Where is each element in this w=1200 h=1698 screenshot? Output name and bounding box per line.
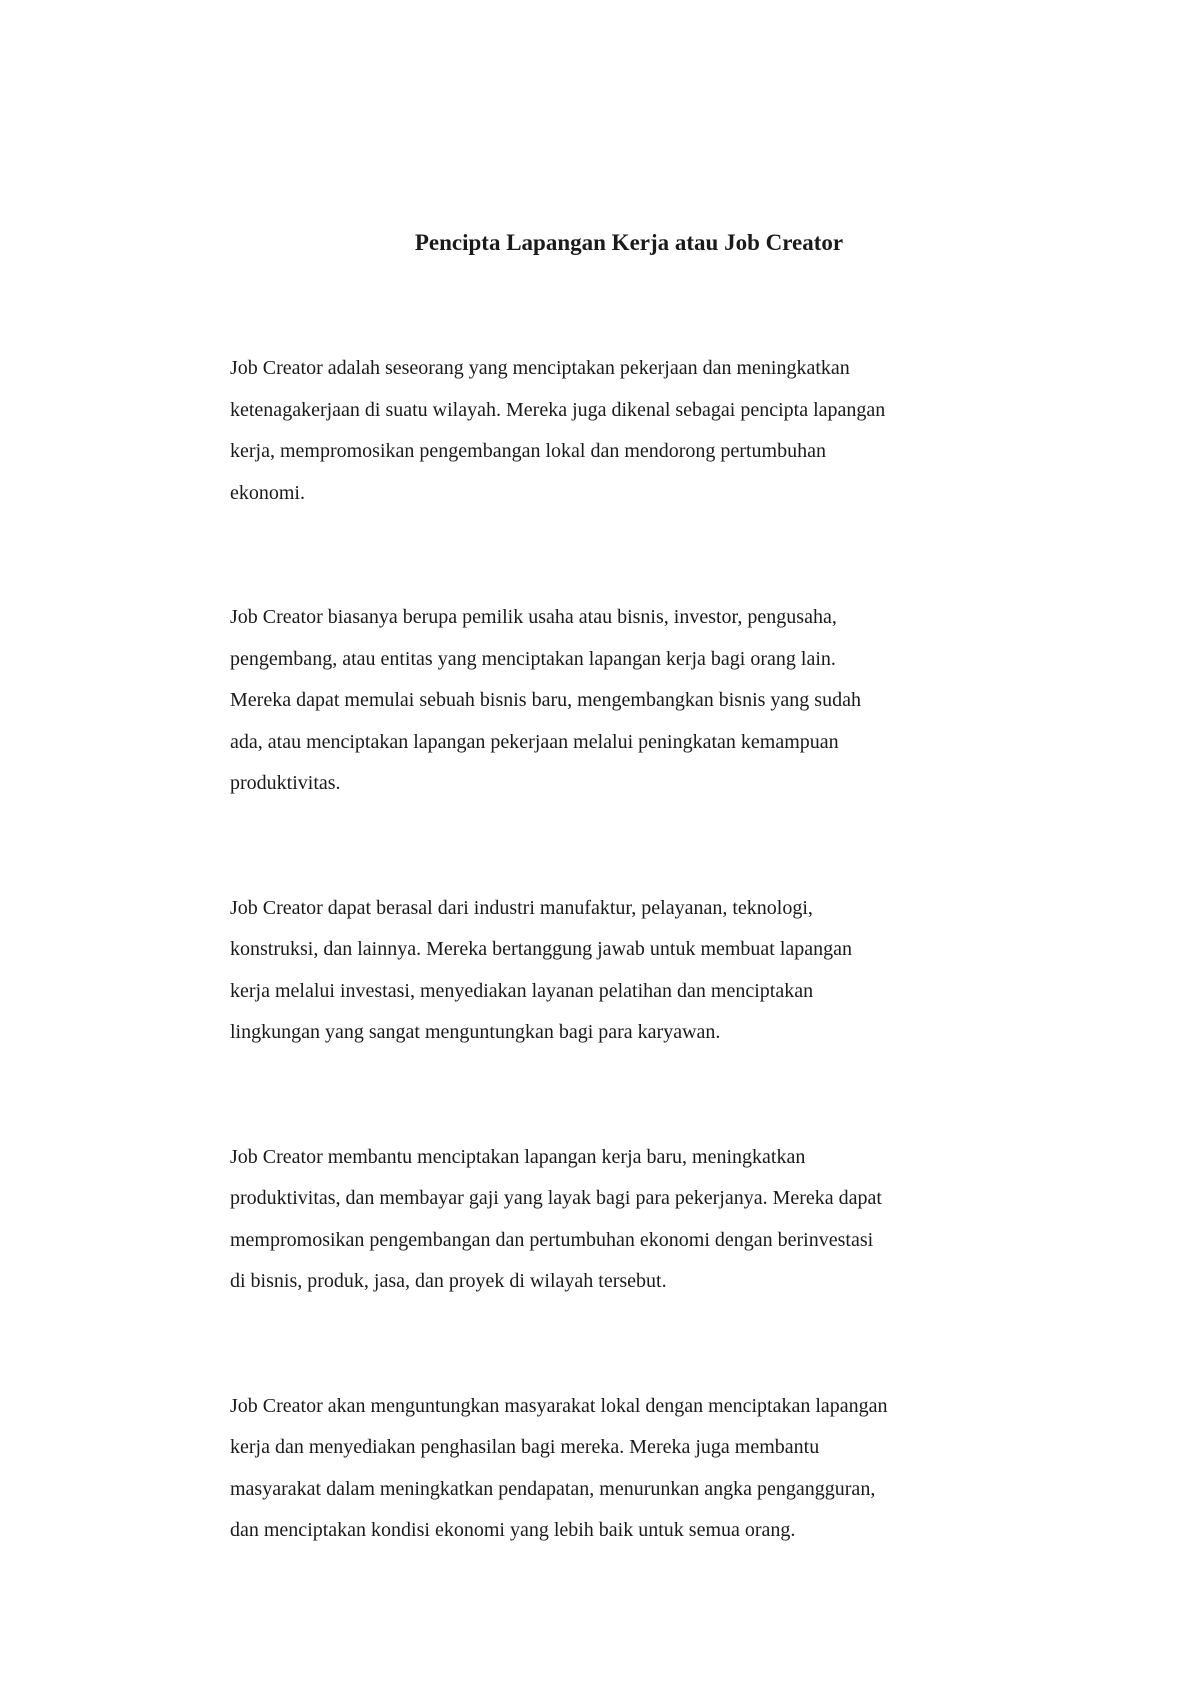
- paragraph-line: ekonomi.: [230, 481, 305, 504]
- paragraph-line: Job Creator dapat berasal dari industri manufaktur, pelayanan, teknologi,: [230, 896, 813, 919]
- paragraph-line: lingkungan yang sangat menguntungkan bagi para karyawan.: [230, 1021, 721, 1043]
- paragraph-2: [230, 597, 1050, 805]
- paragraph-5: [230, 1386, 1050, 1552]
- paragraph-line: mempromosikan pengembangan dan pertumbuhan ekonomi dengan berinvestasi: [230, 1228, 874, 1251]
- paragraph-line: dan menciptakan kondisi ekonomi yang lebih baik untuk semua orang.: [230, 1519, 796, 1541]
- paragraph-line: kerja melalui investasi, menyediakan layanan pelatihan dan menciptakan: [230, 979, 814, 1002]
- paragraph-line: Mereka dapat memulai sebuah bisnis baru, mengembangkan bisnis yang sudah: [230, 689, 861, 711]
- document-body: [230, 348, 1050, 1635]
- paragraph-line: Job Creator membantu menciptakan lapangan kerja baru, meningkatkan: [230, 1145, 806, 1168]
- paragraph-line: produktivitas.: [230, 772, 341, 794]
- paragraph-line: ketenagakerjaan di suatu wilayah. Mereka juga dikenal sebagai pencipta lapangan: [230, 398, 886, 421]
- paragraph-line: konstruksi, dan lainnya. Mereka bertanggung jawab untuk membuat lapangan: [230, 938, 853, 960]
- paragraph-line: ada, atau menciptakan lapangan pekerjaan melalui peningkatan kemampuan: [230, 730, 839, 753]
- paragraph-3: [230, 888, 1050, 1054]
- paragraph-line: pengembang, atau entitas yang menciptakan lapangan kerja bagi orang lain.: [230, 647, 836, 670]
- document-title: Pencipta Lapangan Kerja atau Job Creator: [414, 230, 844, 255]
- paragraph-line: di bisnis, produk, jasa, dan proyek di wilayah tersebut.: [230, 1270, 667, 1292]
- paragraph-line: Job Creator adalah seseorang yang menciptakan pekerjaan dan meningkatkan: [230, 357, 850, 379]
- paragraph-line: Job Creator akan menguntungkan masyarakat lokal dengan menciptakan lapangan: [230, 1394, 888, 1417]
- paragraph-line: kerja dan menyediakan penghasilan bagi mereka. Mereka juga membantu: [230, 1436, 820, 1458]
- paragraph-1: [230, 348, 1050, 514]
- paragraph-line: produktivitas, dan membayar gaji yang layak bagi para pekerjanya. Mereka dapat: [230, 1187, 882, 1209]
- paragraph-line: Job Creator biasanya berupa pemilik usaha atau bisnis, investor, pengusaha,: [230, 606, 837, 628]
- paragraph-line: masyarakat dalam meningkatkan pendapatan, menurunkan angka pengangguran,: [230, 1477, 876, 1500]
- paragraph-line: kerja, mempromosikan pengembangan lokal dan mendorong pertumbuhan: [230, 440, 826, 462]
- paragraph-4: [230, 1137, 1050, 1303]
